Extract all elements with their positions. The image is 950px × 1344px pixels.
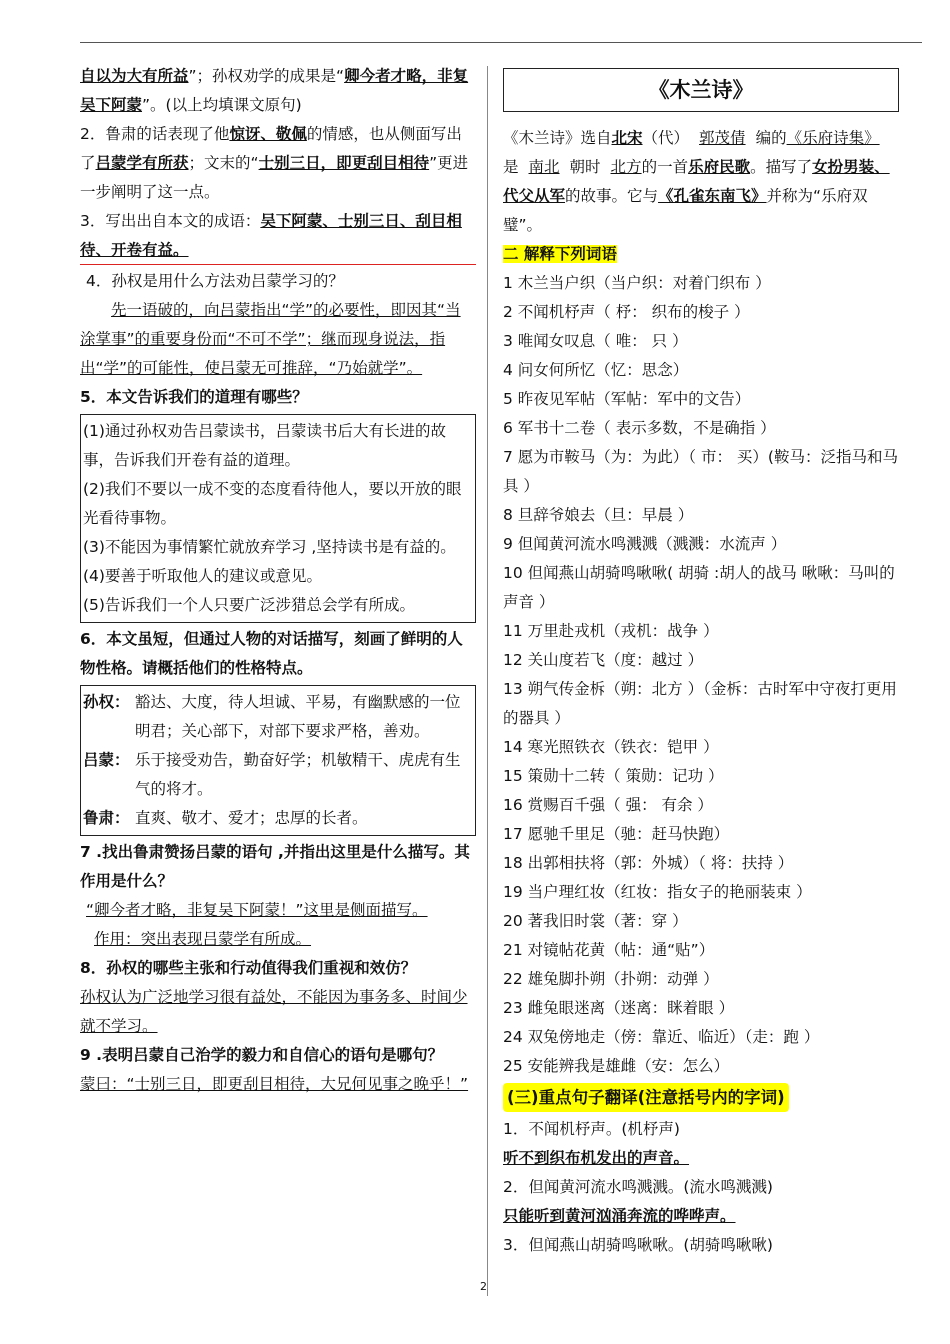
answer-7-line-1: “卿今者才略，非复吴下阿蒙！”这里是侧面描写。 <box>86 901 428 919</box>
vocab-item: 16 赏赐百千强（ 强： 有余 ） <box>503 796 713 814</box>
poem-intro: 《木兰诗》选自北宋（代） 郭茂倩 编的《乐府诗集》是 南北 朝时 北方的一首乐府民歌。描写了女扮男装、代父从军的故事。它与《孔雀东南飞》并称为“乐府双璧”。 <box>503 129 890 234</box>
answer-5-box <box>80 414 476 623</box>
vocab-item: 7 愿为市鞍马（为：为此）（ 市： 买）(鞍马：泛指马和马具 ） <box>503 448 898 495</box>
vocab-item: 18 出郭相扶将（郭：外城）（ 将：扶持 ） <box>503 854 794 872</box>
character-lusu: 鲁肃： 直爽、敬才、爱才；忠厚的长者。 <box>83 809 368 827</box>
right-column <box>503 62 899 1260</box>
translation-2-question: 2．但闻黄河流水鸣溅溅。(流水鸣溅溅) <box>503 1178 773 1196</box>
vocab-item: 6 军书十二卷（ 表示多数，不是确指 ） <box>503 419 776 437</box>
vocab-item: 12 关山度若飞（度：越过 ） <box>503 651 704 669</box>
vocab-item: 22 雄兔脚扑朔（扑朔：动弹 ） <box>503 970 719 988</box>
question-7: 7 .找出鲁肃赞扬吕蒙的语句 ,并指出这里是什么描写。其作用是什么？ <box>80 843 470 890</box>
vocab-item: 20 著我旧时裳（著：穿 ） <box>503 912 688 930</box>
vocab-item: 2 不闻机杼声（ 杼： 织布的梭子 ） <box>503 303 750 321</box>
left-column <box>80 62 476 1099</box>
section-2-heading: 二 解释下列词语 <box>503 245 617 263</box>
answer-8: 孙权认为广泛地学习很有益处，不能因为事务多、时间少就不学习。 <box>80 988 468 1035</box>
translation-2-answer: 只能听到黄河汹涌奔流的哗哗声。 <box>503 1207 736 1225</box>
vocab-item: 9 但闻黄河流水鸣溅溅（溅溅：水流声 ） <box>503 535 787 553</box>
question-5: 5．本文告诉我们的道理有哪些？ <box>80 388 308 406</box>
vocab-item: 1 木兰当户织（当户织：对着门织布 ） <box>503 274 771 292</box>
translation-3-question: 3．但闻燕山胡骑鸣啾啾。(胡骑鸣啾啾) <box>503 1236 773 1254</box>
vocab-list <box>503 269 899 1081</box>
question-9: 9 .表明吕蒙自己治学的毅力和自信心的语句是哪句？ <box>80 1046 444 1064</box>
poem-title: 《木兰诗》 <box>648 77 754 102</box>
answer-5-item: (2)我们不要以一成不变的态度看待他人，要以开放的眼光看待事物。 <box>83 480 462 527</box>
answer-5-item: (3)不能因为事情繁忙就放弃学习 ,坚持读书是有益的。 <box>83 538 456 556</box>
answer-9: 蒙曰：“士别三日，即更刮目相待，大兄何见事之晚乎！” <box>80 1075 469 1093</box>
vocab-item: 4 问女何所忆（忆：思念） <box>503 361 689 379</box>
header-rule <box>80 42 922 43</box>
character-sunquan: 孙权： 豁达、大度，待人坦诚、平易，有幽默感的一位明君；关心部下，对部下要求严格，善劝。 <box>83 693 461 740</box>
poem-title-box <box>503 68 899 112</box>
vocab-item: 25 安能辨我是雄雌（安：怎么） <box>503 1057 730 1075</box>
answer-5-item: (5)告诉我们一个人只要广泛涉猎总会学有所成。 <box>83 596 415 614</box>
vocab-item: 24 双兔傍地走（傍：靠近、临近）（走：跑 ） <box>503 1028 820 1046</box>
vocab-item: 11 万里赴戎机（戎机：战争 ） <box>503 622 719 640</box>
column-divider <box>487 66 488 1296</box>
vocab-item: 3 唯闻女叹息（ 唯： 只 ） <box>503 332 688 350</box>
answer-5-item: (4)要善于听取他人的建议或意见。 <box>83 567 322 585</box>
section-3-heading: (三)重点句子翻译(注意括号内的字词) <box>503 1083 899 1113</box>
translation-1-answer: 听不到织布机发出的声音。 <box>503 1149 690 1167</box>
vocab-item: 21 对镜帖花黄（帖：通“贴”） <box>503 941 715 959</box>
vocab-item: 13 朔气传金柝（朔：北方 ）（金柝：古时军中守夜打更用的器具 ） <box>503 680 897 727</box>
answer-line-1: 自以为大有所益”；孙权劝学的成果是“卿今者才略，非复吴下阿蒙”。(以上均填课文原句) <box>80 67 469 114</box>
question-2: 2．鲁肃的话表现了他惊讶、敬佩的情感，也从侧面写出了吕蒙学有所获；文末的“士别三日，即更刮目相待”更进一步阐明了这一点。 <box>80 125 469 201</box>
vocab-item: 19 当户理红妆（红妆：指女子的艳丽装束 ） <box>503 883 812 901</box>
question-4: 4．孙权是用什么方法劝吕蒙学习的？ <box>86 272 344 290</box>
vocab-item: 10 但闻燕山胡骑鸣啾啾( 胡骑 :胡人的战马 啾啾：马叫的声音 ） <box>503 564 895 611</box>
question-6: 6．本文虽短，但通过人物的对话描写，刻画了鲜明的人物性格。请概括他们的性格特点。 <box>80 630 463 677</box>
question-3: 3．写出出自本文的成语：吴下阿蒙、士别三日、刮目相待、开卷有益。 <box>80 212 462 259</box>
vocab-item: 14 寒光照铁衣（铁衣：铠甲 ） <box>503 738 719 756</box>
vocab-item: 5 昨夜见军帖（军帖：军中的文告） <box>503 390 751 408</box>
question-8: 8．孙权的哪些主张和行动值得我们重视和效仿？ <box>80 959 417 977</box>
vocab-item: 23 雌兔眼迷离（迷离：眯着眼 ） <box>503 999 735 1017</box>
answer-7-line-2: 作用：突出表现吕蒙学有所成。 <box>94 930 312 948</box>
vocab-item: 17 愿驰千里足（驰：赶马快跑） <box>503 825 730 843</box>
vocab-item: 15 策勋十二转（ 策勋：记功 ） <box>503 767 724 785</box>
answer-4: 先一语破的，向吕蒙指出“学”的必要性，即因其“当涂掌事”的重要身份而“不可不学”；继而现身说法，指出“学”的可能性，使吕蒙无可推辞，“乃始就学”。 <box>80 301 461 377</box>
vocab-item: 8 旦辞爷娘去（旦：早晨 ） <box>503 506 694 524</box>
page-number: 2 <box>480 1280 487 1293</box>
translation-1-question: 1．不闻机杼声。(机杼声) <box>503 1120 680 1138</box>
answer-5-item: (1)通过孙权劝告吕蒙读书，吕蒙读书后大有长进的故事，告诉我们开卷有益的道理。 <box>83 422 446 469</box>
character-lvmeng: 吕蒙： 乐于接受劝告，勤奋好学；机敏精干、虎虎有生气的将才。 <box>83 751 461 798</box>
character-box <box>80 685 476 836</box>
